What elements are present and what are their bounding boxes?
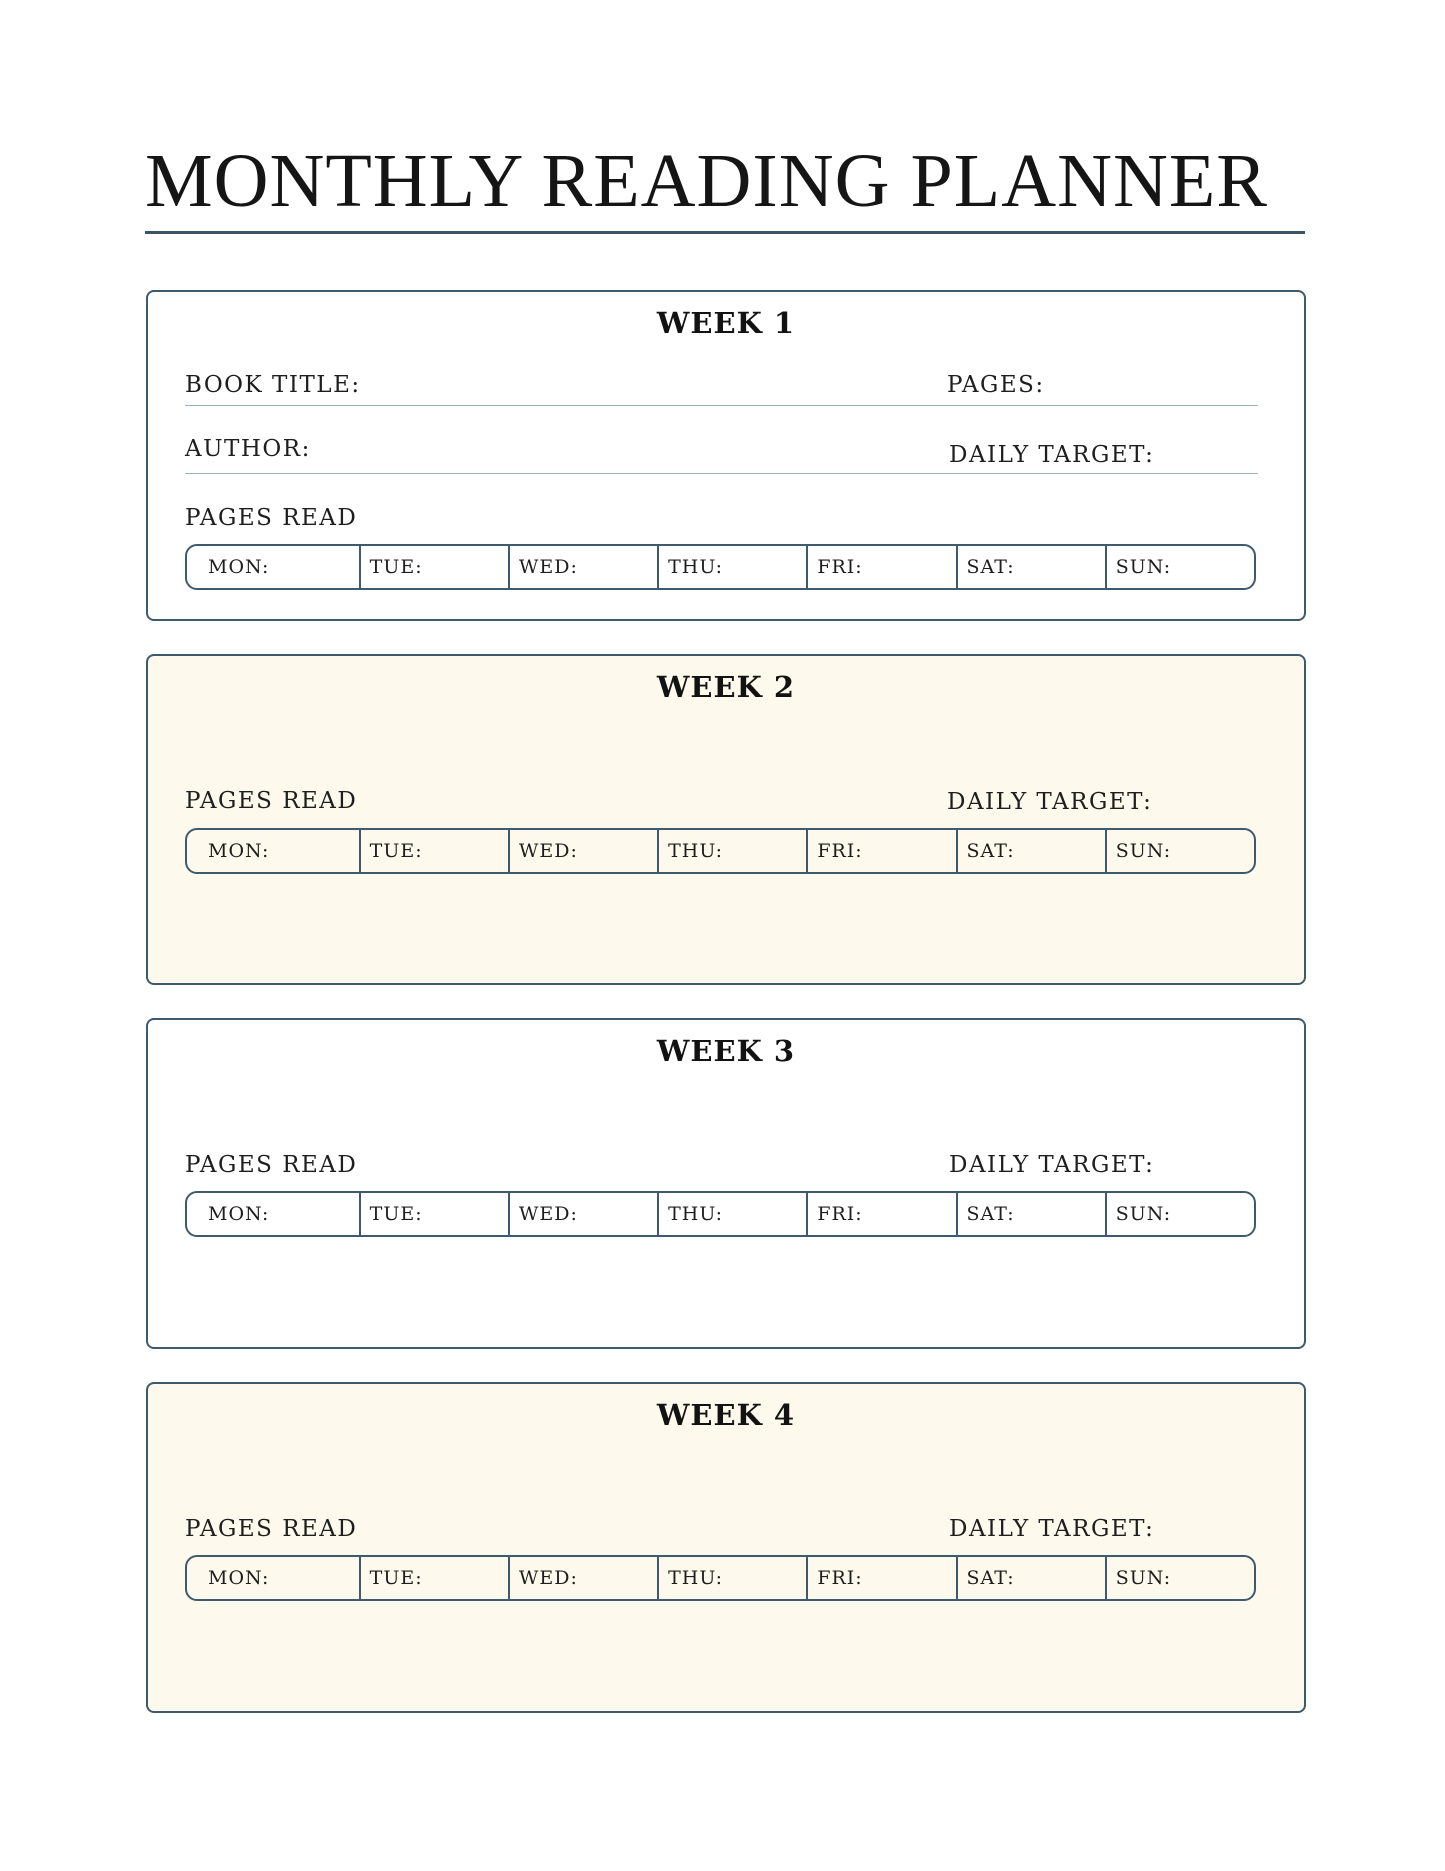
day-mon-cell[interactable]: MON:: [187, 1557, 361, 1599]
days-row: [185, 544, 1256, 590]
day-thu-cell[interactable]: THU:: [659, 1193, 808, 1235]
book-title-label: BOOK TITLE:: [185, 372, 361, 398]
day-tue-cell[interactable]: TUE:: [361, 1193, 510, 1235]
day-tue-cell[interactable]: TUE:: [361, 830, 510, 872]
day-thu-cell[interactable]: THU:: [659, 546, 808, 588]
day-sun-cell[interactable]: SUN:: [1115, 1567, 1172, 1589]
daily-target-label: DAILY TARGET:: [949, 1152, 1155, 1178]
author-line[interactable]: [185, 473, 1258, 474]
week-1-title: WEEK 1: [656, 306, 796, 340]
pages-label: PAGES:: [947, 372, 1045, 398]
week-3-card: [146, 1018, 1306, 1349]
week-2-title: WEEK 2: [656, 670, 796, 704]
day-sun-cell[interactable]: SUN:: [1115, 840, 1172, 862]
day-sun-cell[interactable]: SUN:: [1115, 556, 1172, 578]
pages-read-label: PAGES READ: [185, 1516, 358, 1542]
page-title: MONTHLY READING PLANNER: [145, 139, 1268, 223]
day-wed-cell[interactable]: WED:: [510, 1557, 659, 1599]
day-sat-cell[interactable]: SAT:: [958, 1557, 1107, 1599]
book-title-line[interactable]: [185, 405, 1258, 406]
day-thu-cell[interactable]: THU:: [659, 1557, 808, 1599]
day-sat-cell[interactable]: SAT:: [958, 830, 1107, 872]
day-sat-cell[interactable]: SAT:: [958, 1193, 1107, 1235]
day-thu-cell[interactable]: THU:: [659, 830, 808, 872]
daily-target-label: DAILY TARGET:: [949, 1516, 1155, 1542]
day-tue-cell[interactable]: TUE:: [361, 1557, 510, 1599]
day-mon-cell[interactable]: MON:: [187, 1193, 361, 1235]
day-wed-cell[interactable]: WED:: [510, 1193, 659, 1235]
pages-read-label: PAGES READ: [185, 505, 358, 531]
day-mon-cell[interactable]: MON:: [187, 546, 361, 588]
day-wed-cell[interactable]: WED:: [510, 830, 659, 872]
daily-target-label: DAILY TARGET:: [947, 789, 1153, 815]
week-2-card: [146, 654, 1306, 985]
day-fri-cell[interactable]: FRI:: [808, 546, 957, 588]
day-fri-cell[interactable]: FRI:: [808, 830, 957, 872]
week-1-card: [146, 290, 1306, 621]
week-4-card: [146, 1382, 1306, 1713]
week-4-title: WEEK 4: [656, 1398, 796, 1432]
days-row: [185, 1191, 1256, 1237]
day-sun-cell[interactable]: SUN:: [1115, 1203, 1172, 1225]
day-wed-cell[interactable]: WED:: [510, 546, 659, 588]
author-label: AUTHOR:: [185, 436, 311, 462]
pages-read-label: PAGES READ: [185, 788, 358, 814]
day-tue-cell[interactable]: TUE:: [361, 546, 510, 588]
days-row: [185, 828, 1256, 874]
day-fri-cell[interactable]: FRI:: [808, 1193, 957, 1235]
day-fri-cell[interactable]: FRI:: [808, 1557, 957, 1599]
title-underline: [145, 231, 1305, 234]
day-sat-cell[interactable]: SAT:: [958, 546, 1107, 588]
pages-read-label: PAGES READ: [185, 1152, 358, 1178]
daily-target-label: DAILY TARGET:: [949, 442, 1155, 468]
day-mon-cell[interactable]: MON:: [187, 830, 361, 872]
days-row: [185, 1555, 1256, 1601]
week-3-title: WEEK 3: [656, 1034, 796, 1068]
